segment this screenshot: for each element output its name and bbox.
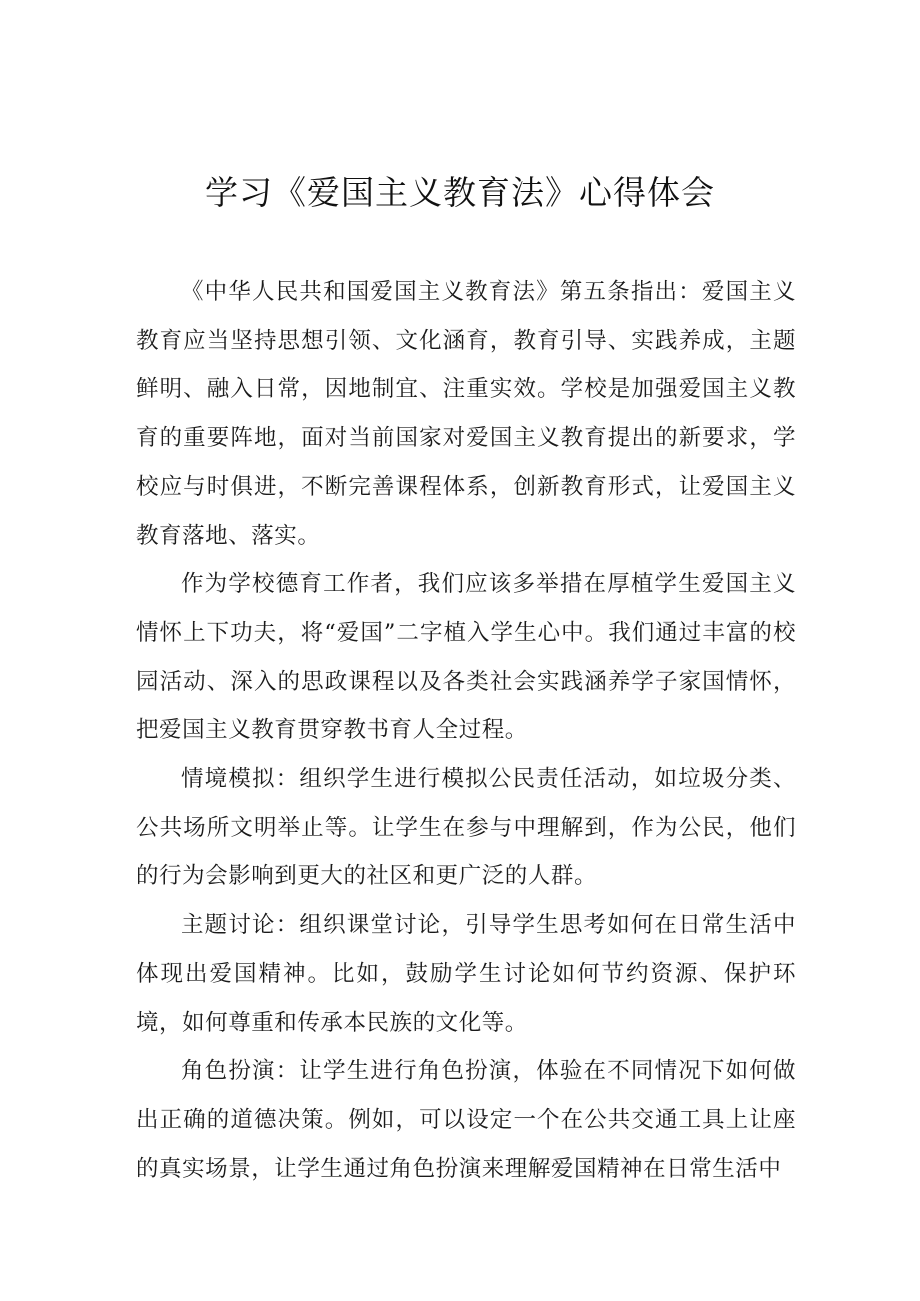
document-body [136, 268, 796, 1193]
paragraph-4: 主题讨论：组织课堂讨论，引导学生思考如何在日常生活中体现出爱国精神。比如，鼓励学生讨论如何节约资源、保护环境，如何尊重和传承本民族的文化等。 [136, 912, 796, 1036]
paragraph-1: 《中华人民共和国爱国主义教育法》第五条指出：爱国主义教育应当坚持思想引领、文化涵育，教育引导、实践养成，主题鲜明、融入日常，因地制宜、注重实效。学校是加强爱国主义教育的重要阵地，面对当前国家对爱国主义教育提出的新要求，学校应与时俱进，不断完善课程体系，创新教育形式，让爱国主义教育落地、落实。 [136, 279, 796, 549]
paragraph-5: 角色扮演：让学生进行角色扮演，体验在不同情况下如何做出正确的道德决策。例如，可以设定一个在公共交通工具上让座的真实场景，让学生通过角色扮演来理解爱国精神在日常生活中 [136, 1058, 796, 1182]
paragraph-2: 作为学校德育工作者，我们应该多举措在厚植学生爱国主义情怀上下功夫，将“爱国”二字植入学生心中。我们通过丰富的校园活动、深入的思政课程以及各类社会实践涵养学子家国情怀，把爱国主义教育贯穿教书育人全过程。 [136, 571, 796, 744]
paragraph-3: 情境模拟：组织学生进行模拟公民责任活动，如垃圾分类、公共场所文明举止等。让学生在参与中理解到，作为公民，他们的行为会影响到更大的社区和更广泛的人群。 [136, 766, 796, 890]
document-title: 学习《爱国主义教育法》心得体会 [205, 173, 715, 212]
